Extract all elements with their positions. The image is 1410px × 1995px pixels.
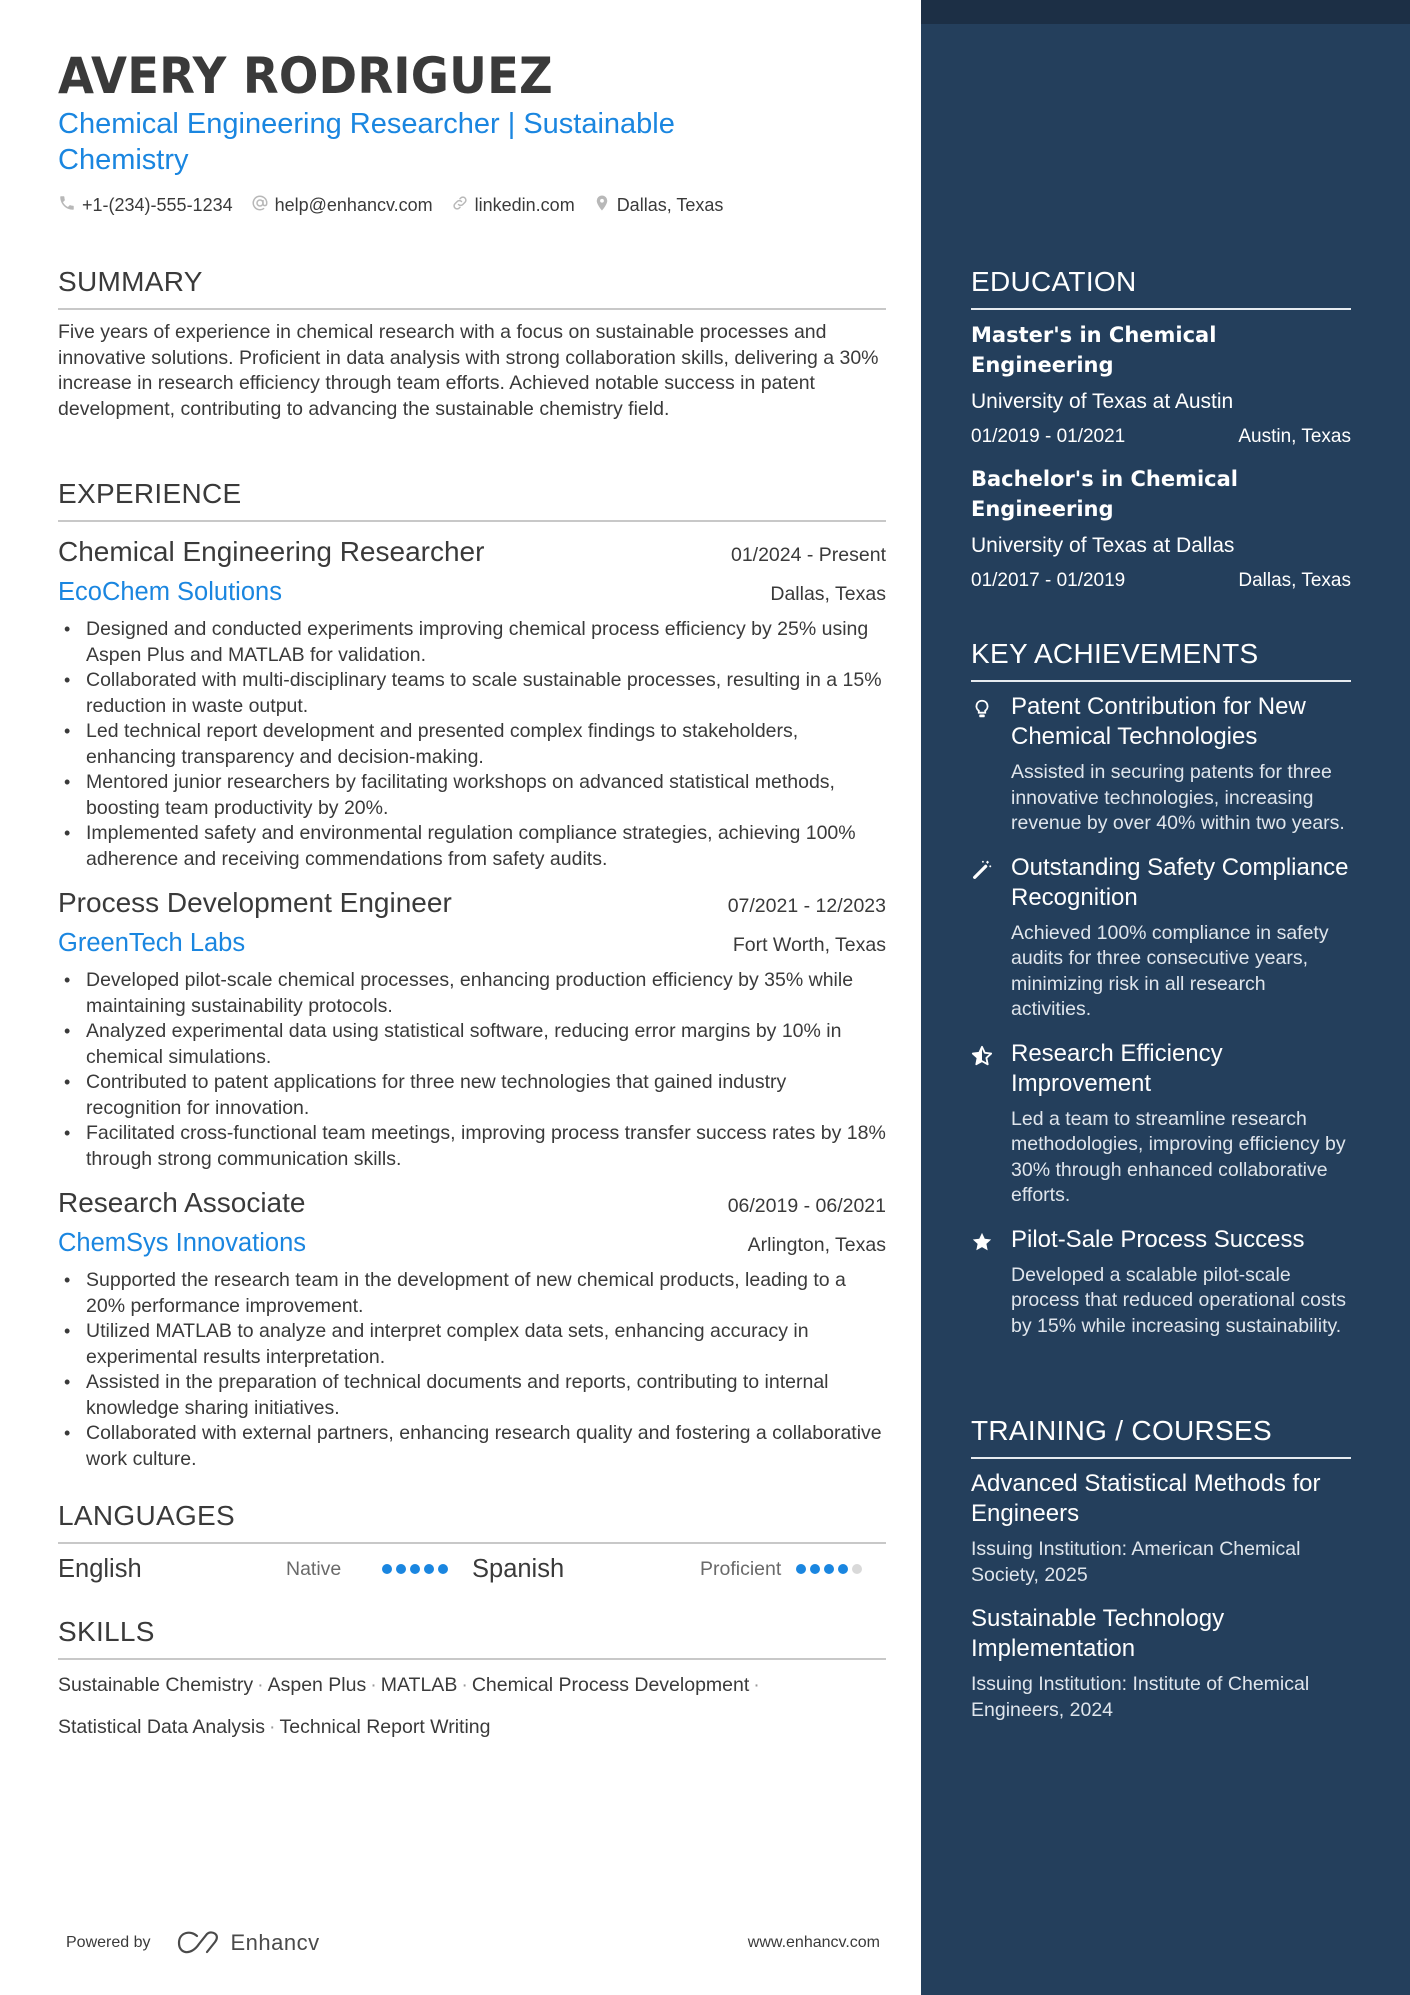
course-title: Advanced Statistical Methods for Engineers [971, 1470, 1321, 1527]
course-item [971, 1604, 1351, 1723]
education-location: Dallas, Texas [1238, 570, 1351, 591]
candidate-name: AVERY RODRIGUEZ [58, 47, 553, 105]
sidebar [921, 0, 1410, 1995]
contact-location-text: Dallas, Texas [616, 195, 724, 215]
achievement-item [971, 1225, 1351, 1340]
powered-by-label: Powered by [66, 1934, 151, 1951]
job-entry [58, 1187, 886, 1472]
education-location: Austin, Texas [1238, 426, 1351, 447]
job-bullet: • Utilized MATLAB to analyze and interpret complex data sets, enhancing accuracy in experimental results interpretation. [58, 1319, 886, 1370]
education-degree: Master's in Chemical Engineering [971, 323, 1217, 377]
job-bullet: • Supported the research team in the development of new chemical products, leading to a 20% performance improvement. [58, 1268, 886, 1319]
job-bullets [58, 1268, 886, 1472]
education-degree: Bachelor's in Chemical Engineering [971, 467, 1239, 521]
achievement-item [971, 1039, 1351, 1209]
section-divider [58, 308, 886, 310]
job-entry [58, 887, 886, 1172]
job-location: Arlington, Texas [747, 1234, 886, 1256]
job-location: Fort Worth, Texas [732, 934, 886, 956]
job-company[interactable]: GreenTech Labs [58, 929, 246, 957]
summary-text: Five years of experience in chemical research with a focus on sustainable processes and innovative solutions. Proficient in data analysis with strong collaboration skills, delivering a 30% increase in research efficiency through team efforts. Achieved notable success in patent development, contributing to advancing the sustainable chemistry field. [58, 321, 879, 420]
footer [58, 1930, 886, 1956]
skill-tag: Aspen Plus [267, 1674, 367, 1696]
achievement-title: Research Efficiency Improvement [1011, 1039, 1223, 1097]
section-divider [971, 1457, 1351, 1459]
achievement-description: Assisted in securing patents for three innovative technologies, increasing revenue by over 40% within two years. [1011, 761, 1345, 834]
languages-heading: LANGUAGES [58, 1500, 235, 1531]
skill-tag: Chemical Process Development [471, 1674, 750, 1696]
skills-section [58, 1616, 886, 1748]
education-heading: EDUCATION [971, 266, 1137, 297]
achievement-item [971, 692, 1351, 837]
enhancv-logo[interactable] [177, 1930, 320, 1956]
job-bullet: • Mentored junior researchers by facilitating workshops on advanced statistical methods, boosting team productivity by 20%. [58, 770, 886, 821]
star-icon [971, 1225, 1011, 1340]
job-bullets [58, 968, 886, 1172]
education-school: University of Texas at Austin [971, 390, 1234, 413]
course-title: Sustainable Technology Implementation [971, 1605, 1225, 1662]
language-item [472, 1555, 886, 1584]
education-item [971, 320, 1351, 448]
experience-heading: EXPERIENCE [58, 478, 242, 509]
job-bullet: • Facilitated cross-functional team meetings, improving process transfer success rates by 18% through strong communication skills. [58, 1121, 886, 1172]
enhancv-logo-icon [177, 1930, 223, 1956]
job-bullet: • Implemented safety and environmental regulation compliance strategies, achieving 100% adherence and receiving commendations from safety audits. [58, 821, 886, 872]
job-bullet: • Designed and conducted experiments improving chemical process efficiency by 25% using Aspen Plus and MATLAB for validation. [58, 617, 886, 668]
job-bullet: • Led technical report development and presented complex findings to stakeholders, enhancing transparency and decision-making. [58, 719, 886, 770]
main-column [58, 0, 886, 1995]
phone-icon [58, 194, 76, 217]
skills-list: Sustainable Chemistry · Aspen Plus · MATLAB · Chemical Process Development · Statistical Data Analysis · Technical Report Writing [58, 1674, 760, 1738]
contact-email[interactable] [251, 194, 433, 217]
achievements-section [971, 638, 1351, 1339]
website-link[interactable]: www.enhancv.com [747, 1934, 880, 1951]
contact-phone[interactable] [58, 194, 233, 217]
education-dates: 01/2017 - 01/2019 [971, 570, 1126, 591]
job-dates: 07/2021 - 12/2023 [727, 895, 886, 917]
contact-phone-text: +1-(234)-555-1234 [82, 195, 233, 215]
contact-email-text: help@enhancv.com [274, 195, 433, 215]
job-bullets [58, 617, 886, 872]
job-entry [58, 536, 886, 872]
training-section [971, 1415, 1351, 1723]
star-half-icon [971, 1039, 1011, 1209]
job-role: Research Associate [58, 1187, 306, 1218]
job-dates: 01/2024 - Present [730, 544, 886, 566]
course-description: Issuing Institution: Institute of Chemical Engineers, 2024 [971, 1673, 1310, 1721]
skill-tag: Technical Report Writing [279, 1716, 491, 1738]
language-level: Proficient [700, 1557, 782, 1580]
skills-heading: SKILLS [58, 1616, 155, 1647]
job-bullet: • Collaborated with multi-disciplinary teams to scale sustainable processes, resulting in a 15% reduction in waste output. [58, 668, 886, 719]
job-bullet: • Contributed to patent applications for three new technologies that gained industry recognition for innovation. [58, 1070, 886, 1121]
proficiency-dots [382, 1564, 448, 1574]
language-item [58, 1555, 472, 1584]
brand-name: Enhancv [230, 1930, 320, 1955]
education-school: University of Texas at Dallas [971, 534, 1235, 557]
at-icon [251, 194, 269, 217]
sidebar-top-strip [921, 0, 1410, 24]
course-description: Issuing Institution: American Chemical Society, 2025 [971, 1538, 1301, 1586]
job-bullet: • Developed pilot-scale chemical processes, enhancing production efficiency by 35% while maintaining sustainability protocols. [58, 968, 886, 1019]
link-icon [451, 194, 469, 217]
achievement-description: Achieved 100% compliance in safety audits for three consecutive years, minimizing risk in all research activities. [1011, 921, 1329, 1020]
magic-wand-icon [971, 853, 1011, 1023]
section-divider [58, 1658, 886, 1660]
proficiency-dots [796, 1564, 862, 1574]
contact-location [593, 194, 724, 217]
section-divider [971, 308, 1351, 310]
job-role: Chemical Engineering Researcher [58, 536, 485, 567]
contact-linkedin-text: linkedin.com [474, 195, 575, 215]
skill-tag: Statistical Data Analysis [58, 1716, 266, 1738]
section-divider [58, 1542, 886, 1544]
achievement-description: Led a team to streamline research methodologies, improving efficiency by 30% through enhanced collaborative efforts. [1011, 1107, 1346, 1206]
course-item [971, 1469, 1351, 1588]
education-dates: 01/2019 - 01/2021 [971, 426, 1126, 447]
contact-linkedin[interactable] [451, 194, 575, 217]
job-bullet: • Analyzed experimental data using statistical software, reducing error margins by 10% in chemical simulations. [58, 1019, 886, 1070]
job-dates: 06/2019 - 06/2021 [727, 1195, 886, 1217]
skill-tag: MATLAB [380, 1674, 458, 1696]
summary-section [58, 266, 886, 422]
language-level: Native [286, 1557, 342, 1580]
section-divider [971, 680, 1351, 682]
education-item [971, 464, 1351, 592]
summary-heading: SUMMARY [58, 266, 203, 297]
achievement-title: Pilot-Sale Process Success [1011, 1225, 1305, 1253]
section-divider [58, 520, 886, 522]
job-company[interactable]: ChemSys Innovations [58, 1229, 307, 1257]
language-name: Spanish [472, 1554, 565, 1583]
lightbulb-icon [971, 692, 1011, 837]
location-pin-icon [593, 194, 611, 217]
languages-section [58, 1500, 886, 1584]
experience-section [58, 478, 886, 522]
achievement-title: Outstanding Safety Compliance Recognition [1011, 853, 1349, 911]
achievements-heading: KEY ACHIEVEMENTS [971, 638, 1259, 669]
job-role: Process Development Engineer [58, 887, 452, 918]
achievement-description: Developed a scalable pilot-scale process that reduced operational costs by 15% while increasing sustainability. [1011, 1263, 1346, 1337]
achievement-title: Patent Contribution for New Chemical Technologies [1011, 693, 1306, 750]
achievement-item [971, 853, 1351, 1023]
job-bullet: • Assisted in the preparation of technical documents and reports, contributing to internal knowledge sharing initiatives. [58, 1370, 886, 1421]
job-company[interactable]: EcoChem Solutions [58, 578, 282, 606]
job-bullet: • Collaborated with external partners, enhancing research quality and fostering a collaborative work culture. [58, 1421, 886, 1472]
candidate-title: Chemical Engineering Researcher | Sustainable Chemistry [58, 108, 675, 176]
training-heading: TRAINING / COURSES [971, 1415, 1272, 1446]
education-section [971, 266, 1351, 592]
language-name: English [58, 1554, 142, 1583]
job-location: Dallas, Texas [770, 583, 886, 605]
contact-row [58, 194, 723, 217]
skill-tag: Sustainable Chemistry [58, 1674, 254, 1696]
